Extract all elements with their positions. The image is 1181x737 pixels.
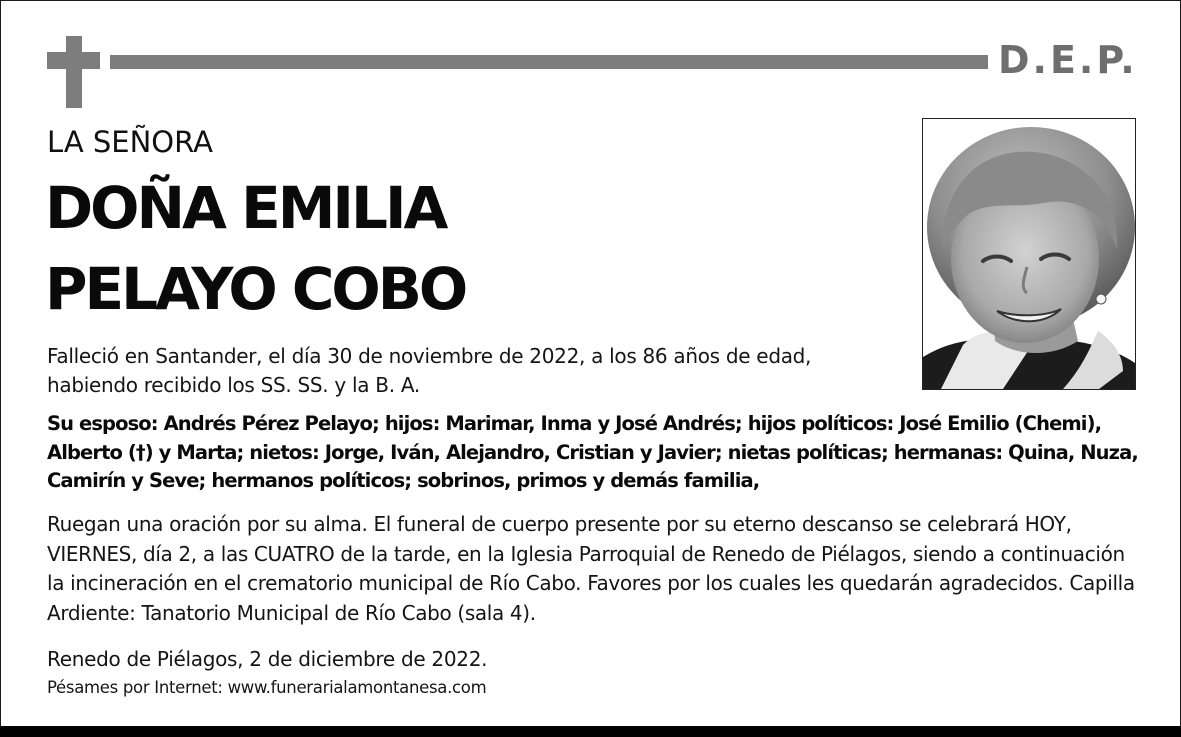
portrait-photo (922, 118, 1136, 390)
funeral-details: Ruegan una oración por su alma. El funeral de cuerpo presente por su eterno descanso se celebrará HOY, VIERNES, día 2, a las CUATRO de la tarde, en la Iglesia Parroquial de Renedo de Piélagos, siendo a continuación la incineración en el crematorio municipal de Río Cabo. Favores por los cuales les quedarán agradecidos. Capilla Ardiente: Tanatorio Municipal de Río Cabo (sala 4). (47, 512, 1135, 625)
bottom-border (0, 726, 1181, 737)
family-list: Su esposo: Andrés Pérez Pelayo; hijos: Marimar, Inma y José Andrés; hijos políticos: José Emilio (Chemi), Alberto (†) y Marta; nietos: Jorge, Iván, Alejandro, Cristian y Javier; nietas políticas; hermanas: Quina, Nuza, Camirín y Seve; hermanos políticos; sobrinos, primos y demás familia, (47, 412, 1138, 492)
death-notice: Falleció en Santander, el día 30 de noviembre de 2022, a los 86 años de edad, habiendo recibido los SS. SS. y la B. A. (47, 344, 812, 397)
header-rule (110, 55, 988, 69)
dep-label: D.E.P. (998, 38, 1138, 82)
place-date: Renedo de Piélagos, 2 de diciembre de 2022. (47, 647, 488, 671)
cross-vertical-bar (66, 36, 82, 108)
condolences-website: Pésames por Internet: www.funerarialamontanesa.com (47, 678, 487, 697)
cross-horizontal-bar (47, 52, 100, 69)
honorific: LA SEÑORA (47, 125, 213, 159)
deceased-name-line-1: DOÑA EMILIA (45, 174, 446, 242)
deceased-name-line-2: PELAYO COBO (45, 255, 466, 323)
portrait-image (923, 119, 1135, 389)
